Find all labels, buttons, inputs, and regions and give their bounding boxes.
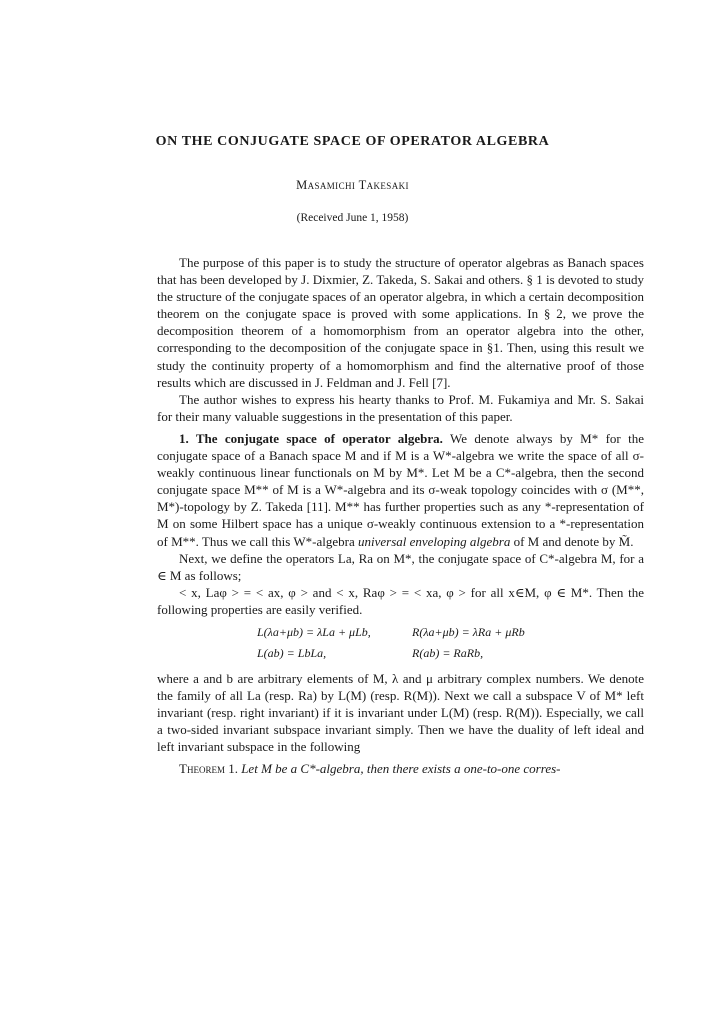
formula-row xyxy=(257,622,644,643)
paper-author: Masamichi Takesaki xyxy=(296,178,409,192)
section-1-paragraph xyxy=(157,430,644,550)
theorem-paragraph xyxy=(157,760,644,777)
theorem-text: Let M be a C*-algebra, then there exists a one-to-one corres- xyxy=(237,761,561,777)
formula-left-product: L(ab) = LbLa, xyxy=(257,645,327,660)
formula-right-linear: R(λa+μb) = λRa + μRb xyxy=(412,624,525,639)
post-formula-paragraph: where a and b are arbitrary elements of M, λ and μ arbitrary complex numbers. We denote the family of all La (resp. Ra) by L(M) (resp. R(M)). Next we call a subspace V of M* left invariant (resp. right invariant) if it is invariant under L(M) (resp. R(M)). Especially, we call a two-sided invariant subspace invariant simply. Then we have the duality of left ideal and left invariant subspace in the following xyxy=(157,670,644,755)
paper-title: ON THE CONJUGATE SPACE OF OPERATOR ALGEBRA xyxy=(155,134,550,149)
formula-left-linear: L(λa+μb) = λLa + μLb, xyxy=(257,624,371,639)
definition-paragraph: Next, we define the operators La, Ra on M*, the conjugate space of C*-algebra M, for a ∈ M as follows; xyxy=(157,550,644,583)
formula-row xyxy=(257,643,644,664)
formula-right-product: R(ab) = RaRb, xyxy=(412,645,484,660)
theorem-label: Theorem 1. xyxy=(179,761,238,777)
received-date: (Received June 1, 1958) xyxy=(296,212,409,224)
section-emphasis: universal enveloping algebra xyxy=(357,533,511,549)
intro-paragraph: The purpose of this paper is to study the structure of operator algebras as Banach spaces that has been developed by J. Dixmier, Z. Takeda, S. Sakai and others. § 1 is devoted to study the structure of the conjugate spaces of an operator algebra, in which a certain decomposition theorem on the conjugate space is proved with some applications. In § 2, we prove the decomposition theorem of a homomorphism from an operator algebra into the other, corresponding to the decomposition of the conjugate space in §1. Then, using this result we study the continuity property of a homomorphism and find the alternative proof of those results which are discussed in J. Feldman and J. Fell [7]. xyxy=(157,255,644,390)
thanks-paragraph: The author wishes to express his hearty thanks to Prof. M. Fukamiya and Mr. S. Sakai for their many valuable suggestions in the presentation of this paper. xyxy=(157,391,644,424)
section-tail: of M and denote by M̃. xyxy=(510,533,634,549)
paper-body xyxy=(157,254,644,778)
section-text: We denote always by M* for the conjugate space of a Banach space M and if M is a W*-algebra we write the space of all σ-weakly continuous linear functionals on M by M*. Let M be a C*-algebra, then the second conjugate space M** of M is a W*-algebra and its σ-weak topology coincides with σ (M**, M*)-topology by Z. Takeda [11]. M** has further properties such as any *-representation of M on some Hilbert space has a unique σ-weakly continuous extension to a *-representation of M**. Thus we call this W*-algebra xyxy=(157,430,644,549)
formula-block xyxy=(257,622,644,664)
section-heading: 1. The conjugate space of operator algebra. xyxy=(179,430,443,446)
definitions-line: < x, Laφ > = < ax, φ > and < x, Raφ > = < xa, φ > for all x∈M, φ ∈ M*. Then the following properties are easily verified. xyxy=(157,584,644,617)
